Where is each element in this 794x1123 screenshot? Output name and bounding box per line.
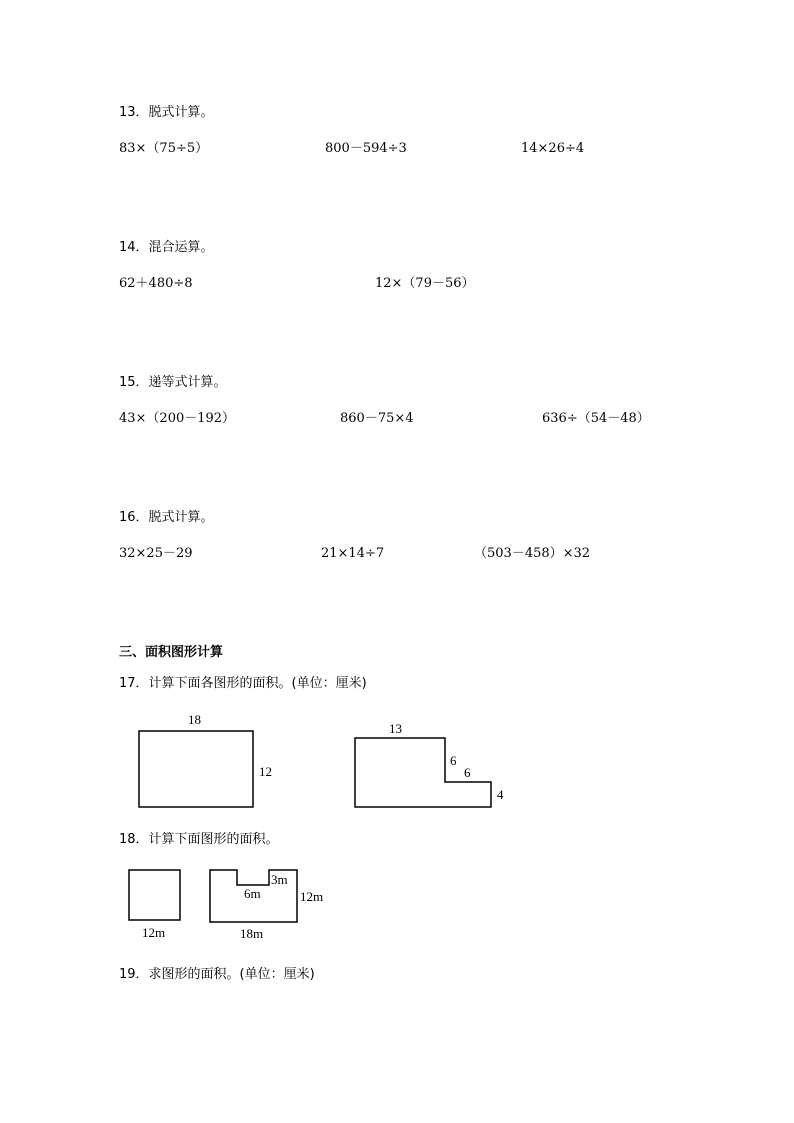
q18-square: [129, 870, 180, 920]
q17-lshape-side-label: 4: [497, 787, 504, 802]
q18-notch-side-label: 12m: [300, 889, 324, 904]
q17-rectangle: [139, 731, 253, 807]
q13-expression-1: 83×（75÷5）: [119, 141, 209, 156]
question-13-title: 13．脱式计算。: [119, 105, 214, 120]
q14-expression-2: 12×（79－56）: [375, 276, 475, 291]
q18-notch-bottom-label: 18m: [240, 926, 264, 941]
q18-notch-depth-label: 3m: [271, 872, 288, 887]
q13-expression-2: 800－594÷3: [325, 141, 407, 156]
question-15-title: 15．递等式计算。: [119, 375, 227, 390]
q18-square-label: 12m: [142, 925, 166, 940]
q17-lshape-figure: [355, 721, 504, 807]
q17-lshape: [355, 738, 491, 807]
q17-lshape-step-width-label: 6: [464, 765, 471, 780]
q17-rectangle-figure: [139, 712, 272, 807]
q16-expression-3: （503－458）×32: [474, 546, 591, 561]
question-14-title: 14．混合运算。: [119, 240, 214, 255]
q14-expression-1: 62＋480÷8: [119, 276, 193, 291]
q13-expression-3: 14×26÷4: [521, 141, 585, 156]
q17-rect-top-label: 18: [188, 712, 201, 727]
question-17-title: 17．计算下面各图形的面积。(单位：厘米): [119, 676, 367, 691]
question-19-title: 19．求图形的面积。(单位：厘米): [119, 967, 315, 982]
question-18-title: 18．计算下面图形的面积。: [119, 832, 279, 847]
q18-notch-width-label: 6m: [244, 886, 261, 901]
section-3-heading: 三、面积图形计算: [119, 645, 224, 660]
q15-expression-1: 43×（200－192）: [119, 411, 236, 426]
q17-rect-side-label: 12: [259, 764, 272, 779]
q17-lshape-step-height-label: 6: [450, 753, 457, 768]
q15-expression-3: 636÷（54－48）: [542, 411, 650, 426]
q15-expression-2: 860－75×4: [340, 411, 414, 426]
question-16-title: 16．脱式计算。: [119, 510, 214, 525]
q16-expression-1: 32×25－29: [119, 546, 193, 561]
q18-notch-figure: [210, 870, 323, 941]
q16-expression-2: 21×14÷7: [321, 546, 385, 561]
q18-square-figure: [129, 870, 180, 940]
q17-lshape-top-label: 13: [389, 721, 402, 736]
